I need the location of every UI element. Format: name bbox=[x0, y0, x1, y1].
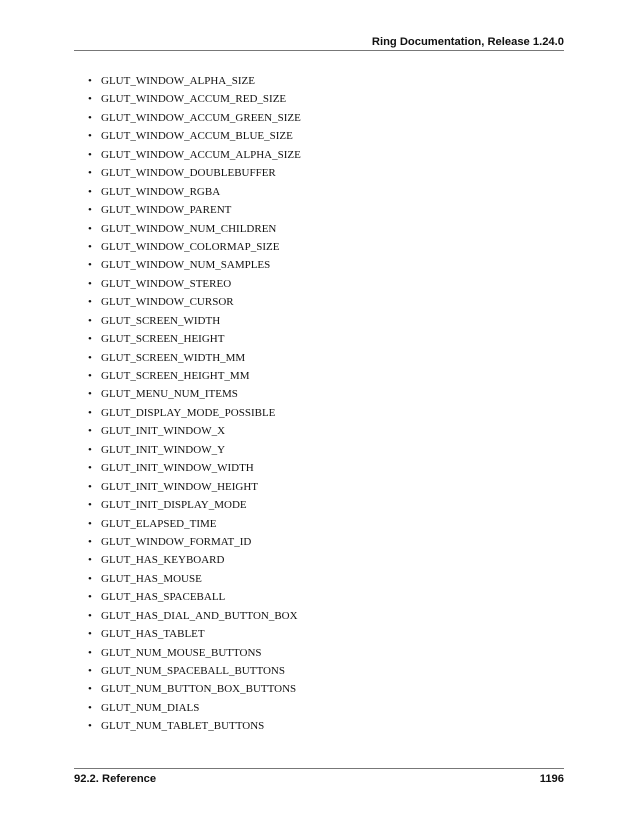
list-item bbox=[88, 330, 301, 348]
list-item bbox=[88, 478, 301, 496]
bullet-icon: • bbox=[88, 314, 92, 327]
list-item bbox=[88, 349, 301, 367]
list-item bbox=[88, 312, 301, 330]
bullet-icon: • bbox=[88, 333, 92, 346]
list-item bbox=[88, 422, 301, 440]
list-item bbox=[88, 127, 301, 145]
list-item-text: GLUT_SCREEN_HEIGHT_MM bbox=[101, 370, 250, 382]
bullet-icon: • bbox=[88, 204, 92, 217]
list-item-text: GLUT_WINDOW_NUM_SAMPLES bbox=[101, 259, 271, 272]
bullet-icon: • bbox=[88, 388, 92, 401]
bullet-icon: • bbox=[88, 93, 92, 106]
list-item bbox=[88, 256, 301, 274]
list-item-text: GLUT_HAS_DIAL_AND_BUTTON_BOX bbox=[101, 609, 298, 622]
bullet-icon: • bbox=[88, 665, 92, 677]
bullet-icon: • bbox=[88, 701, 92, 714]
list-item-text: GLUT_WINDOW_CURSOR bbox=[101, 296, 234, 309]
list-item bbox=[88, 385, 301, 403]
bullet-icon: • bbox=[88, 554, 92, 567]
bullet-icon: • bbox=[88, 443, 92, 456]
list-item-text: GLUT_WINDOW_ACCUM_GREEN_SIZE bbox=[101, 111, 301, 124]
list-item bbox=[88, 404, 301, 422]
bullet-icon: • bbox=[88, 259, 92, 272]
bullet-icon: • bbox=[88, 425, 92, 438]
bullet-icon: • bbox=[88, 480, 92, 493]
bullet-icon: • bbox=[88, 462, 92, 475]
bullet-icon: • bbox=[88, 499, 92, 512]
list-item-text: GLUT_NUM_MOUSE_BUTTONS bbox=[101, 646, 262, 659]
list-item bbox=[88, 662, 301, 680]
list-item bbox=[88, 607, 301, 625]
bullet-icon: • bbox=[88, 609, 92, 622]
list-item bbox=[88, 220, 301, 238]
list-item-text: GLUT_NUM_SPACEBALL_BUTTONS bbox=[101, 665, 285, 677]
bullet-icon: • bbox=[88, 148, 92, 161]
list-item bbox=[88, 441, 301, 459]
bullet-icon: • bbox=[88, 130, 92, 143]
list-item bbox=[88, 164, 301, 182]
list-item bbox=[88, 699, 301, 717]
list-item bbox=[88, 459, 301, 477]
list-item-text: GLUT_MENU_NUM_ITEMS bbox=[101, 388, 238, 401]
list-item bbox=[88, 201, 301, 219]
list-item bbox=[88, 533, 301, 551]
list-item-text: GLUT_HAS_MOUSE bbox=[101, 572, 202, 585]
bullet-icon: • bbox=[88, 517, 92, 530]
list-item bbox=[88, 625, 301, 643]
list-item-text: GLUT_HAS_KEYBOARD bbox=[101, 554, 225, 567]
list-item bbox=[88, 515, 301, 533]
bullet-icon: • bbox=[88, 572, 92, 585]
list-item-text: GLUT_SCREEN_WIDTH_MM bbox=[101, 351, 246, 364]
bullet-icon: • bbox=[88, 535, 92, 548]
bullet-icon: • bbox=[88, 628, 92, 641]
list-item-text: GLUT_NUM_TABLET_BUTTONS bbox=[101, 720, 265, 733]
page-footer bbox=[74, 771, 564, 787]
bullet-icon: • bbox=[88, 222, 92, 235]
list-item-text: GLUT_SCREEN_WIDTH bbox=[101, 314, 221, 327]
page-header bbox=[74, 34, 564, 50]
list-item bbox=[88, 551, 301, 569]
list-item-text: GLUT_HAS_TABLET bbox=[101, 628, 205, 641]
list-item-text: GLUT_INIT_WINDOW_Y bbox=[101, 443, 226, 456]
list-item bbox=[88, 496, 301, 514]
list-item bbox=[88, 570, 301, 588]
bullet-icon: • bbox=[88, 591, 92, 604]
list-item-text: GLUT_WINDOW_ACCUM_BLUE_SIZE bbox=[101, 130, 293, 143]
list-item bbox=[88, 146, 301, 164]
list-item bbox=[88, 238, 301, 256]
list-item-text: GLUT_INIT_WINDOW_HEIGHT bbox=[101, 480, 259, 493]
header-divider bbox=[74, 50, 564, 51]
bullet-icon: • bbox=[88, 111, 92, 124]
list-item bbox=[88, 680, 301, 698]
list-item-text: GLUT_HAS_SPACEBALL bbox=[101, 591, 226, 604]
bullet-icon: • bbox=[88, 185, 92, 198]
list-item bbox=[88, 644, 301, 662]
list-item bbox=[88, 183, 301, 201]
list-item bbox=[88, 109, 301, 127]
list-item-text: GLUT_ELAPSED_TIME bbox=[101, 517, 217, 530]
list-item-text: GLUT_INIT_DISPLAY_MODE bbox=[101, 499, 247, 512]
bullet-icon: • bbox=[88, 167, 92, 180]
bullet-icon: • bbox=[88, 75, 92, 87]
list-item bbox=[88, 293, 301, 311]
bullet-icon: • bbox=[88, 683, 92, 696]
list-item-text: GLUT_WINDOW_DOUBLEBUFFER bbox=[101, 167, 276, 180]
document-title: Ring Documentation, Release 1.24.0 bbox=[371, 36, 564, 48]
bullet-icon: • bbox=[88, 370, 92, 382]
page-number: 1196 bbox=[539, 773, 564, 785]
list-item-text: GLUT_WINDOW_FORMAT_ID bbox=[101, 535, 252, 548]
bullet-icon: • bbox=[88, 646, 92, 659]
list-item-text: GLUT_INIT_WINDOW_X bbox=[101, 425, 226, 438]
section-reference: 92.2. Reference bbox=[74, 773, 157, 785]
list-item-text: GLUT_DISPLAY_MODE_POSSIBLE bbox=[101, 406, 276, 419]
bullet-icon: • bbox=[88, 240, 92, 253]
list-item-text: GLUT_INIT_WINDOW_WIDTH bbox=[101, 462, 254, 475]
list-item-text: GLUT_WINDOW_ALPHA_SIZE bbox=[101, 75, 255, 87]
list-item-text: GLUT_SCREEN_HEIGHT bbox=[101, 333, 225, 346]
bullet-icon: • bbox=[88, 351, 92, 364]
list-item-text: GLUT_WINDOW_ACCUM_ALPHA_SIZE bbox=[101, 148, 301, 161]
list-item bbox=[88, 367, 301, 385]
list-item bbox=[88, 588, 301, 606]
list-item-text: GLUT_WINDOW_RGBA bbox=[101, 185, 221, 198]
list-item-text: GLUT_NUM_DIALS bbox=[101, 701, 200, 714]
list-item bbox=[88, 717, 301, 735]
list-item bbox=[88, 275, 301, 293]
list-item-text: GLUT_WINDOW_PARENT bbox=[101, 204, 232, 217]
list-item-text: GLUT_NUM_BUTTON_BOX_BUTTONS bbox=[101, 683, 297, 696]
list-item-text: GLUT_WINDOW_COLORMAP_SIZE bbox=[101, 240, 280, 253]
bullet-icon: • bbox=[88, 277, 92, 290]
bullet-icon: • bbox=[88, 406, 92, 419]
glut-constant-list bbox=[88, 72, 301, 736]
footer-divider bbox=[74, 768, 564, 769]
bullet-icon: • bbox=[88, 720, 92, 733]
list-item bbox=[88, 72, 301, 90]
list-item bbox=[88, 90, 301, 108]
list-item-text: GLUT_WINDOW_NUM_CHILDREN bbox=[101, 222, 277, 235]
list-item-text: GLUT_WINDOW_STEREO bbox=[101, 277, 232, 290]
bullet-icon: • bbox=[88, 296, 92, 309]
list-item-text: GLUT_WINDOW_ACCUM_RED_SIZE bbox=[101, 93, 287, 106]
